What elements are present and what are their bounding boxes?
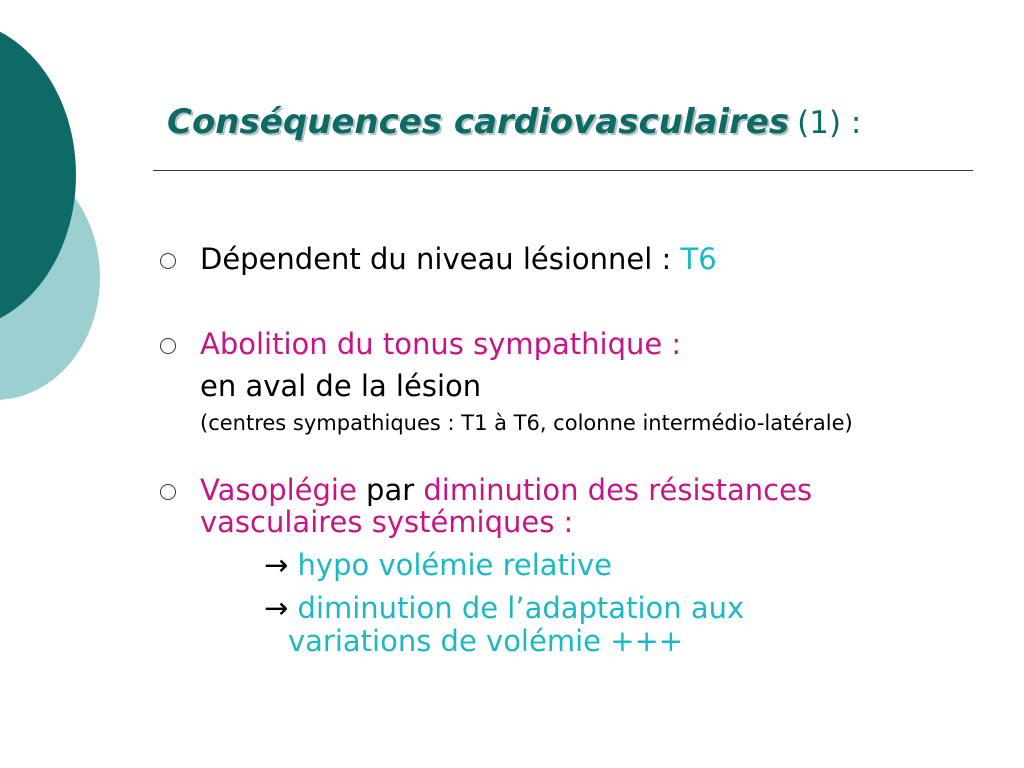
- bullet-2-line2: en aval de la lésion: [200, 369, 482, 403]
- bullet-1-line: [200, 242, 717, 276]
- bullet-3-part2: par: [366, 473, 415, 507]
- hollow-circle-bullet-icon: [160, 338, 176, 354]
- right-arrow-icon: →: [264, 548, 289, 582]
- bullet-2-heading: Abolition du tonus sympathique :: [200, 327, 682, 361]
- bullet-3-part1: Vasoplégie: [200, 473, 357, 507]
- consequence-2: [264, 591, 744, 625]
- title-main: Conséquences cardiovasculaires: [167, 102, 790, 142]
- hollow-circle-bullet-icon: [160, 253, 176, 269]
- consequence-2-line2: variations de volémie +++: [288, 624, 684, 658]
- consequence-2-line1: diminution de l’adaptation aux: [297, 591, 745, 625]
- title-subtitle: (1) :: [797, 105, 862, 141]
- bullet-3-line1: [200, 473, 812, 507]
- title-divider: [153, 170, 973, 171]
- hollow-circle-bullet-icon: [160, 484, 176, 500]
- bullet-1-highlight: T6: [680, 242, 717, 276]
- bullet-3-part3: diminution des résistances: [423, 473, 813, 507]
- right-arrow-icon: →: [264, 591, 289, 625]
- consequence-1-text: hypo volémie relative: [297, 548, 612, 582]
- bullet-1-text: Dépendent du niveau lésionnel :: [200, 242, 672, 276]
- bullet-3-line2: vasculaires systémiques :: [200, 505, 574, 539]
- slide-title: [167, 102, 861, 143]
- bullet-2-note: (centres sympathiques : T1 à T6, colonne intermédio-latérale): [200, 411, 853, 435]
- consequence-1: [264, 548, 612, 582]
